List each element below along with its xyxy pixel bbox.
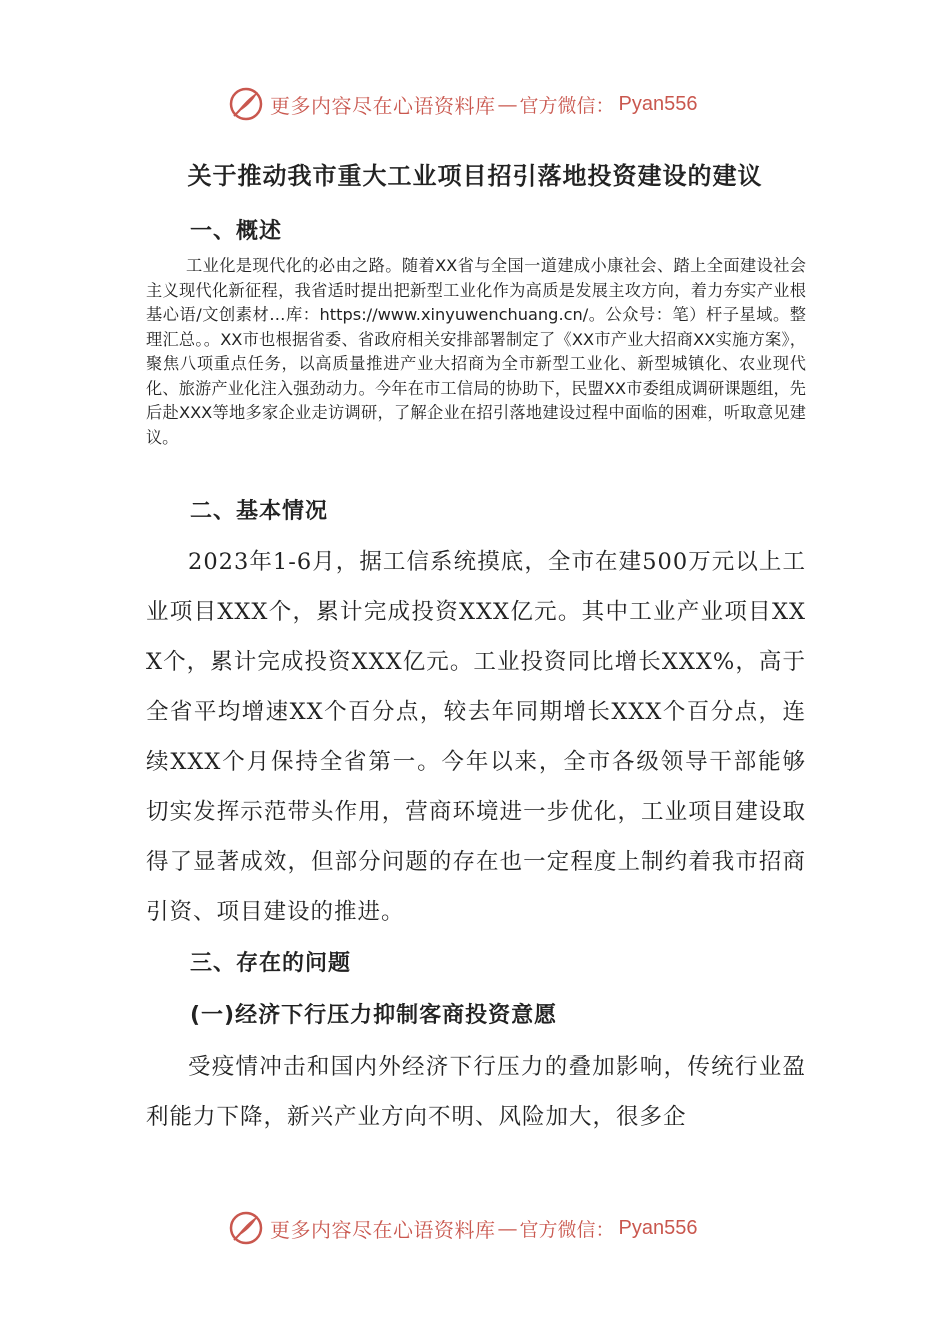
section-heading-overview: 一、概述 [190, 219, 283, 244]
watermark-wechat-label: 官方微信： [519, 94, 615, 117]
basic-paragraph: 2023年1-6月，据工信系统摸底，全市在建500万元以上工业项目XXX个，累计完成投资XXX亿元。其中工业产业项目XXX个，累计完成投资XXX亿元。工业投资同比增长XXX%，高于全省平均增速XX个百分点，较去年同期增长XXX个百分点，连续XXX个月保持全省第一。今年以来，全市各级领导干部能够切实发挥示范带头作用，营商环境进一步优化，工业项目建设取得了显著成效，但部分问题的存在也一定程度上制约着我市招商引资、项目建设的推进。 [146, 549, 806, 925]
footer-watermark [228, 1208, 697, 1248]
section-heading-problems: 三、存在的问题 [190, 951, 352, 976]
document-title: 关于推动我市重大工业项目招引落地投资建设的建议 [187, 162, 763, 190]
header-watermark [228, 84, 697, 124]
overview-paragraph: 工业化是现代化的必由之路。随着XX省与全国一道建成小康社会、踏上全面建设社会主义现代化新征程，我省适时提出把新型工业化作为高质是发展主攻方向，着力夯实产业根基心语/文创素材…库：https://www.xinyuwenchuang.cn/。公众号：笔）杆子星域。整理汇总。。XX市也根据省委、省政府相关安排部署制定了《XX市产业大招商XX实施方案》，聚焦八项重点任务，以高质量推进产业大招商为全市新型工业化、新型城镇化、农业现代化、旅游产业化注入强劲动力。今年在市工信局的协助下，民盟XX市委组成调研课题组，先后赴XXX等地多家企业走访调研，了解企业在招引落地建设过程中面临的困难，听取意见建议。 [146, 256, 806, 447]
watermark-dash: — [497, 1216, 518, 1240]
subsection-heading-1: (一)经济下行压力抑制客商投资意愿 [190, 1003, 558, 1028]
quill-logo-icon [228, 1210, 264, 1246]
section-heading-basic: 二、基本情况 [190, 499, 329, 524]
watermark-wechat-id: Pyan556 [618, 1216, 698, 1239]
watermark-brand: 更多内容尽在心语资料库 [270, 1217, 496, 1242]
watermark-dash: — [497, 92, 518, 116]
watermark-wechat-label: 官方微信： [519, 1218, 615, 1241]
quill-logo-icon [228, 86, 264, 122]
watermark-wechat-id: Pyan556 [618, 92, 698, 115]
watermark-brand: 更多内容尽在心语资料库 [270, 93, 496, 118]
subsection-1-paragraph: 受疫情冲击和国内外经济下行压力的叠加影响，传统行业盈利能力下降，新兴产业方向不明、风险加大，很多企 [146, 1054, 806, 1130]
